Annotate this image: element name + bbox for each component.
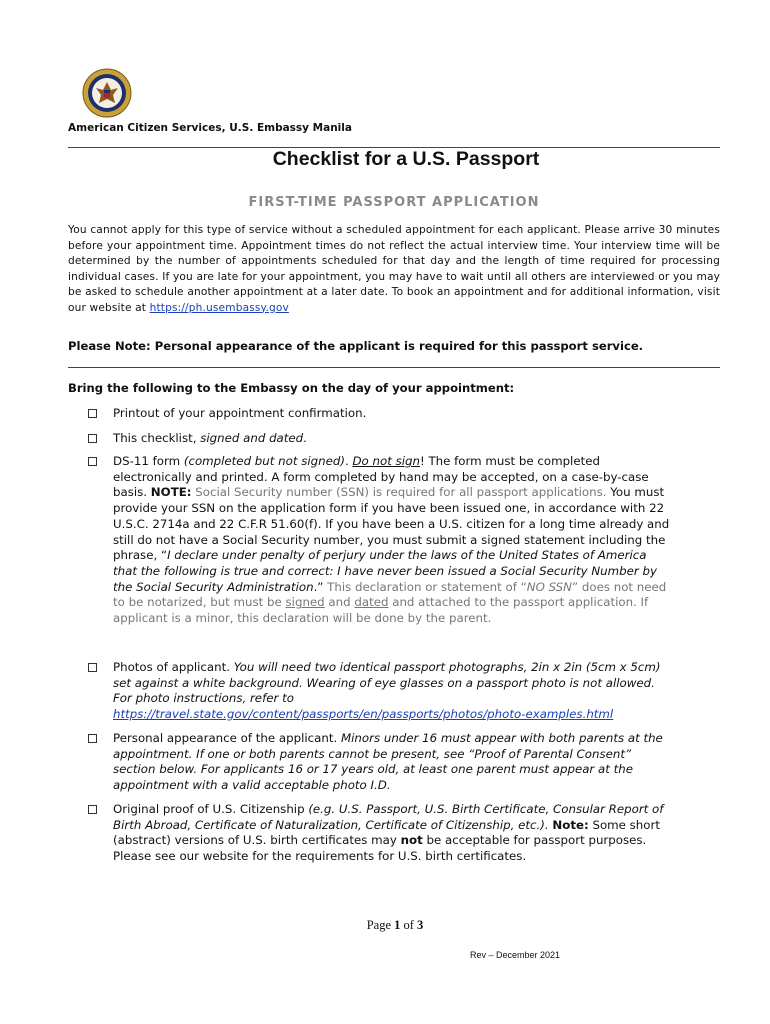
item-text [113, 431, 673, 447]
item-text-part: and [324, 595, 355, 610]
item-text-part: Some short (abstract) versions of U.S. birth certificates may [113, 817, 660, 848]
organization-name: American Citizen Services, U.S. Embassy Manila [68, 122, 352, 134]
intro-text: You cannot apply for this type of service without a scheduled appointment for each applicant. Please arrive 30 minutes before your appointment time. Appointment times do not reflect the actual interview time. Your interview time will be determined by the number of appointments scheduled for that day and the length of time required for processing individual cases. If you are late for your appointment, you may have to wait until all others are interviewed or you may be asked to schedule another appointment at a later date. To book an appointment and for additional information, visit our website at [68, 224, 720, 314]
page-number-part: Page [366, 918, 395, 932]
item-text-part: Note: [552, 817, 589, 832]
item-text-part: be acceptable for passport purposes. Please see our website for the requirements for U.S. birth certificates. [113, 833, 647, 864]
checklist-item [88, 431, 673, 447]
item-text-part: signed and dated [200, 431, 304, 445]
item-text-part: Photos of applicant. [113, 660, 234, 674]
page-number-part: 1 [394, 918, 401, 932]
item-text-part: This declaration or statement of “ [323, 579, 527, 594]
embassy-website-link[interactable]: https://ph.usembassy.gov [149, 301, 289, 314]
item-text-part: Original proof of U.S. Citizenship [113, 802, 309, 816]
item-text-part: (e.g. U.S. Passport, U.S. Birth Certificate, Consular Report of Birth Abroad, Certificate of Naturalization, Certificate of Citizenship, etc.). [113, 802, 664, 832]
item-text-part: .” [313, 579, 324, 594]
checkbox[interactable] [88, 457, 97, 466]
checklist-item [88, 731, 673, 794]
checkbox[interactable] [88, 663, 97, 672]
item-text-part: . [303, 431, 307, 445]
page-number-part: of [400, 918, 418, 932]
item-text [113, 802, 673, 865]
page-subtitle: FIRST-TIME PASSPORT APPLICATION [248, 195, 540, 210]
item-text-part: You must provide your SSN on the application form if you have been issued one, in accordance with 22 U.S.C. 2714a and 22 C.F.R 51.60(f). If you have been a U.S. citizen for a long time already and still do not have a Social Security number, you must submit a signed statement including the phrase, “ [113, 485, 670, 563]
item-text-part: Personal appearance of the applicant. [113, 731, 341, 745]
item-text [113, 660, 673, 723]
item-text-part: (completed but not signed) [183, 454, 345, 468]
revision-label: Rev – December 2021 [470, 950, 561, 960]
checklist-item [88, 454, 673, 627]
item-text-part: ! The form must be completed electronically and printed. A form completed by hand may be accepted, on a case-by-case basis. [113, 454, 649, 500]
item-text [113, 731, 673, 794]
checkbox[interactable] [88, 805, 97, 814]
page-title: Checklist for a U.S. Passport [272, 148, 540, 170]
personal-appearance-note: Please Note: Personal appearance of the applicant is required for this passport service. [68, 339, 644, 353]
item-text-part: Social Security number (SSN) is required for all passport applications. [191, 485, 607, 500]
item-text-part: This checklist, [113, 431, 201, 445]
item-text: Printout of your appointment confirmation. [113, 406, 367, 420]
bring-heading: Bring the following to the Embassy on the day of your appointment: [68, 381, 515, 395]
item-text-part: You will need two identical passport photographs, 2in x 2in (5cm x 5cm) set against a white background. Wearing of eye glasses on a passport photo is not allowed. For photo instructions, refer to [113, 660, 661, 706]
intro-paragraph [68, 223, 720, 316]
checklist-item [88, 802, 673, 865]
item-text-part: I declare under penalty of perjury under the laws of the United States of America that the following is true and correct: I have never been issued a Social Security Number by the Social Security Administration [113, 548, 657, 594]
photo-examples-link[interactable]: https://travel.state.gov/content/passports/en/passports/photos/photo-examples.html [113, 707, 614, 722]
page-number [0, 918, 770, 933]
item-text-part: NO SSN [526, 579, 572, 594]
embassy-seal-icon [82, 68, 132, 118]
item-text-part: not [400, 833, 423, 848]
item-text-part: NOTE: [150, 485, 192, 500]
item-text-part: signed [285, 595, 325, 610]
item-text-part: dated [354, 595, 389, 610]
item-text-part: and attached to the passport application. If applicant is a minor, this declaration will be done by the parent. [113, 595, 649, 626]
page-number-part: 3 [417, 918, 424, 932]
item-text [113, 454, 673, 627]
checkbox[interactable] [88, 434, 97, 443]
item-text-part: . [344, 454, 353, 468]
item-text-part: Minors under 16 must appear with both parents at the appointment. If one or both parents cannot be present, see “Proof of Parental Consent” section below. For applicants 16 or 17 years old, at least one parent must appear at the appointment with a valid acceptable photo I.D. [113, 731, 663, 793]
item-text-part: ” does not need to be notarized, but must be [113, 579, 667, 610]
checklist-item [88, 406, 673, 422]
item-text-part: DS-11 form [113, 454, 184, 468]
item-text-part: Do not sign [352, 454, 420, 468]
section-divider [68, 367, 720, 368]
checklist-item [88, 660, 673, 723]
checkbox[interactable] [88, 734, 97, 743]
checkbox[interactable] [88, 409, 97, 418]
